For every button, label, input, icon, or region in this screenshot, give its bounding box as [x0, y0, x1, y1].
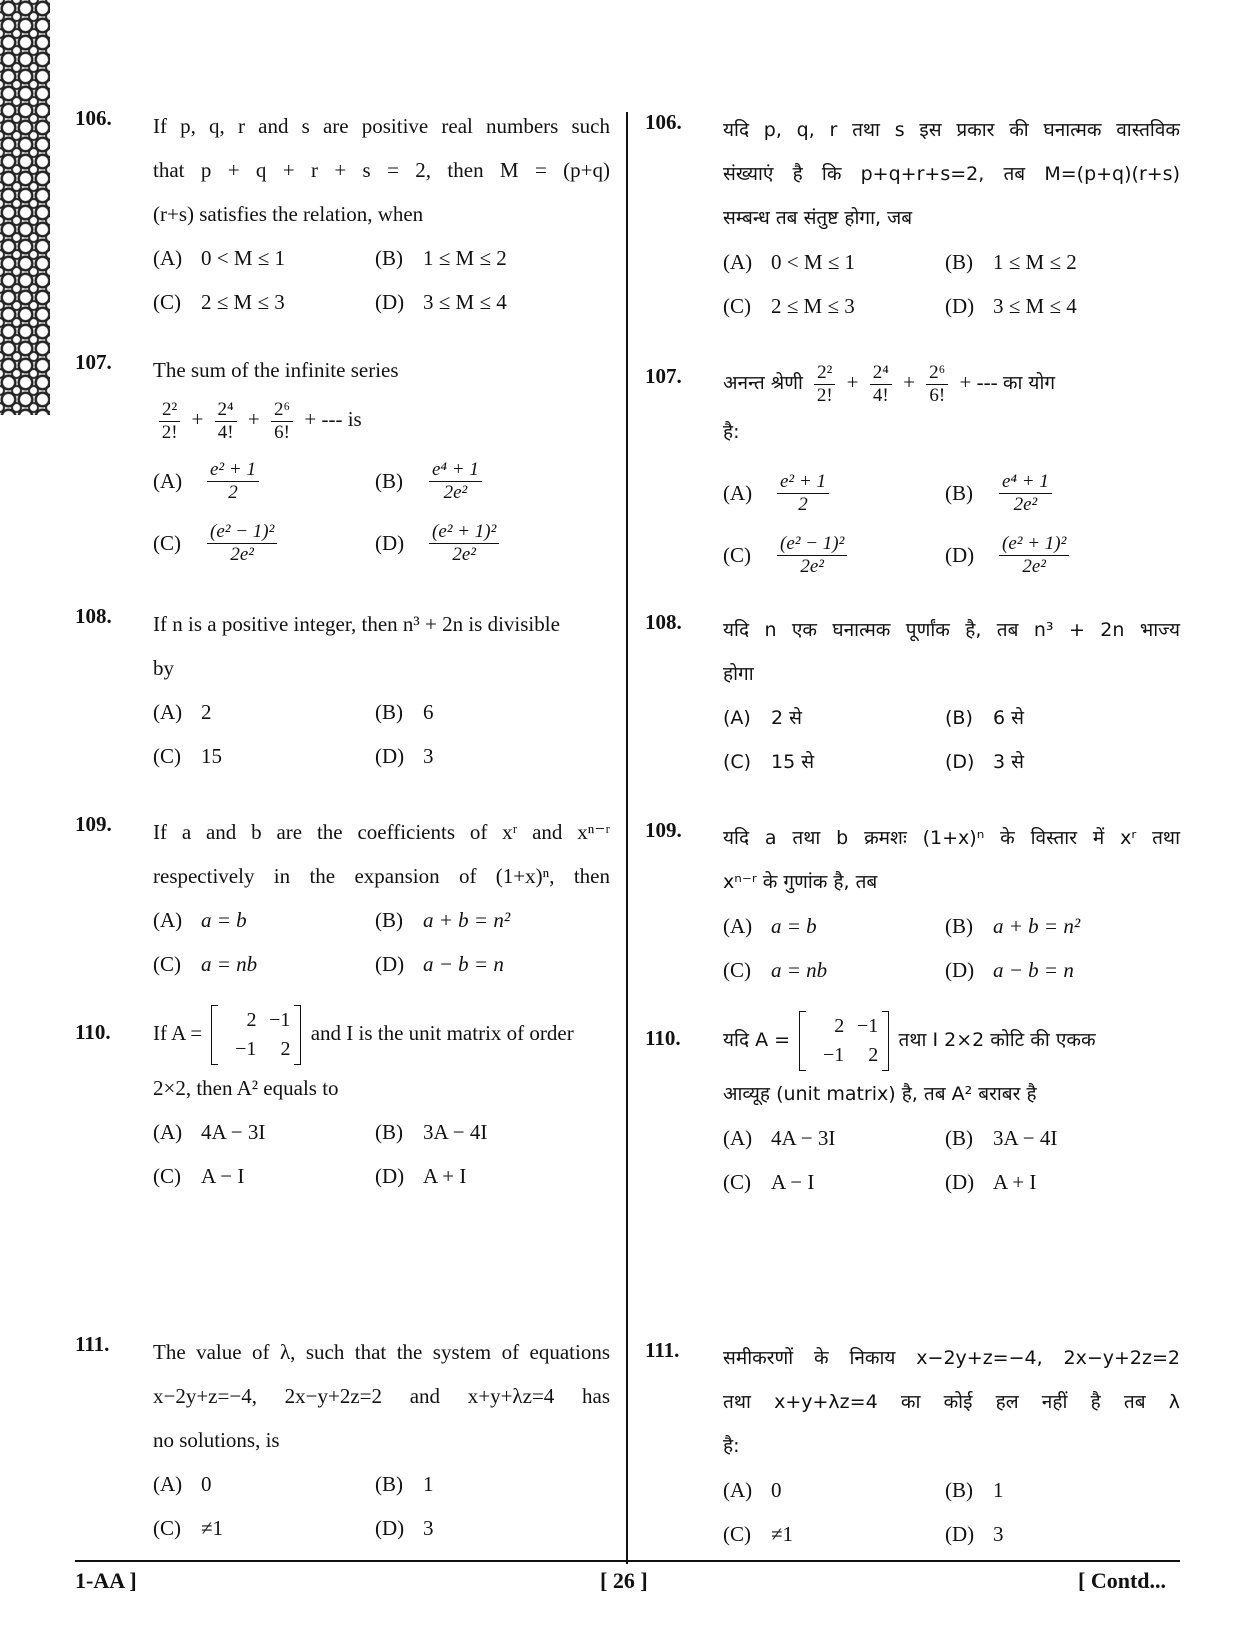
question-number: 107. [75, 350, 112, 374]
decorative-border-ornament [0, 0, 50, 415]
option-d: (D) A + I [375, 1164, 467, 1188]
option-d: (D) 3 ≤ M ≤ 4 [945, 294, 1077, 318]
question-text: यदि A = 2 −1 −1 2 तथा I 2×2 कोटि की एकक [723, 1006, 1180, 1072]
question-text: If n is a positive integer, then n³ + 2n is divisible [153, 612, 560, 636]
option-a: (A) a = b [153, 908, 247, 932]
option-c: (C) a = nb [153, 952, 258, 976]
option-d: (D) 3 से [945, 751, 1024, 773]
option-d: (D) 3 [945, 1522, 1004, 1546]
option-b: (B) 1 ≤ M ≤ 2 [945, 250, 1077, 274]
option-a: (A) $\frac{\text{e² + 1}}{2}$ [153, 450, 375, 512]
matrix-a: 2 −1 −1 2 [211, 1005, 301, 1065]
series-term: $\frac{\text{2⁶}}{6!}$ [271, 400, 293, 443]
question-text: If p, q, r and s are positive real numbers such [153, 114, 610, 138]
question-text: आव्यूह (unit matrix) है, तब A² बराबर है [723, 1083, 1037, 1105]
question-text: If a and b are the coefficients of xʳ and xⁿ⁻ʳ [153, 820, 610, 844]
question-text: by [153, 656, 174, 680]
question-number: 107. [645, 364, 682, 388]
question-number: 110. [645, 1026, 681, 1050]
option-b: (B) 1 [945, 1478, 1004, 1502]
option-c: (C) 15 [153, 744, 222, 768]
option-c: (C) 2 ≤ M ≤ 3 [723, 294, 855, 318]
option-d: (D) 3 ≤ M ≤ 4 [375, 290, 507, 314]
option-c: (C) ≠1 [723, 1522, 794, 1546]
option-b: (B) 6 से [945, 707, 1024, 729]
question-text: 2×2, then A² equals to [153, 1076, 339, 1100]
option-b: (B) 6 [375, 700, 434, 724]
option-d: (D) A + I [945, 1170, 1037, 1194]
question-number: 106. [645, 110, 682, 134]
question-text: x−2y+z=−4, 2x−y+2z=2 and x+y+λz=4 has [153, 1384, 610, 1408]
question-number: 108. [75, 604, 112, 628]
question-number: 110. [75, 1020, 111, 1044]
question-number: 109. [75, 812, 112, 836]
option-a: (A) 2 से [723, 707, 802, 729]
option-b: (B) a + b = n² [375, 908, 511, 932]
question-text: सम्बन्ध तब संतुष्ट होगा, जब [723, 207, 913, 229]
question-text: समीकरणों के निकाय x−2y+z=−4, 2x−y+2z=2 [723, 1347, 1180, 1369]
question-text: that p + q + r + s = 2, then M = (p+q) [153, 158, 610, 182]
option-c: (C) $\frac{\text{(e² − 1)²}}{\text{2e²}}$ [153, 512, 375, 574]
question-text: है: [723, 421, 740, 443]
footer-page-number: [ 26 ] [600, 1568, 648, 1593]
option-b: (B) a + b = n² [945, 914, 1081, 938]
series-expression: $\frac{\text{2²}}{2!}$ + $\frac{\text{2⁴}}{4!}$ + $\frac{\text{2⁶}}{6!}$ + --- is [153, 392, 610, 446]
footer-continued: [ Contd... [1078, 1568, 1167, 1593]
option-c: (C) $\frac{\text{(e² − 1)²}}{\text{2e²}}$ [723, 524, 945, 586]
question-number: 111. [75, 1332, 110, 1356]
option-c: (C) 2 ≤ M ≤ 3 [153, 290, 285, 314]
option-d: (D) a − b = n [945, 958, 1074, 982]
option-b: (B) 1 [375, 1472, 434, 1496]
question-text: (r+s) satisfies the relation, when [153, 202, 424, 226]
option-c: (C) ≠1 [153, 1516, 224, 1540]
question-text: respectively in the expansion of (1+x)ⁿ, then [153, 864, 610, 888]
option-a: (A) 0 < M ≤ 1 [723, 250, 856, 274]
question-number: 109. [645, 818, 682, 842]
option-c: (C) 15 से [723, 751, 815, 773]
question-number: 106. [75, 106, 112, 130]
option-b: (B) $\frac{\text{e⁴ + 1}}{\text{2e²}}$ [945, 462, 1180, 524]
question-number: 108. [645, 610, 682, 634]
option-a: (A) $\frac{\text{e² + 1}}{2}$ [723, 462, 945, 524]
question-text: है: [723, 1435, 740, 1457]
option-d: (D) 3 [375, 1516, 434, 1540]
question-text: The value of λ, such that the system of equations [153, 1340, 610, 1364]
question-text: तथा x+y+λz=4 का कोई हल नहीं है तब λ [723, 1391, 1180, 1413]
option-a: (A) 0 [153, 1472, 212, 1496]
question-number: 111. [645, 1338, 680, 1362]
option-b: (B) 1 ≤ M ≤ 2 [375, 246, 507, 270]
option-a: (A) 0 [723, 1478, 782, 1502]
option-a: (A) a = b [723, 914, 817, 938]
question-text: यदि p, q, r तथा s इस प्रकार की घनात्मक वास्तविक [723, 119, 1180, 141]
question-text: xⁿ⁻ʳ के गुणांक है, तब [723, 871, 878, 893]
option-d: (D) 3 [375, 744, 434, 768]
footer-rule [75, 1560, 1180, 1562]
question-text: होगा [723, 663, 754, 685]
series-term: $\frac{\text{2²}}{2!}$ [814, 363, 835, 406]
question-text: यदि a तथा b क्रमशः (1+x)ⁿ के विस्तार में xʳ तथा [723, 827, 1180, 849]
question-text: The sum of the infinite series [153, 358, 399, 382]
question-text: If A = 2 −1 −1 2 and I is the unit matrix of order [153, 1000, 610, 1066]
option-c: (C) a = nb [723, 958, 828, 982]
option-a: (A) 2 [153, 700, 212, 724]
option-a: (A) 4A − 3I [153, 1120, 266, 1144]
option-d: (D) a − b = n [375, 952, 504, 976]
question-text: संख्याएं है कि p+q+r+s=2, तब M=(p+q)(r+s) [723, 163, 1180, 185]
option-b: (B) 3A − 4I [945, 1126, 1058, 1150]
series-term: $\frac{\text{2⁴}}{4!}$ [870, 363, 892, 406]
series-expression: अनन्त श्रेणी $\frac{\text{2²}}{2!}$ + $\frac{\text{2⁴}}{4!}$ + $\frac{\text{2⁶}}{6!}$ + --- का योग [723, 361, 1056, 406]
option-b: (B) $\frac{\text{e⁴ + 1}}{\text{2e²}}$ [375, 450, 610, 512]
series-term: $\frac{\text{2⁴}}{4!}$ [215, 400, 237, 443]
series-term: $\frac{\text{2⁶}}{6!}$ [926, 363, 948, 406]
option-d: (D) $\frac{\text{(e² + 1)²}}{\text{2e²}}$ [945, 524, 1180, 586]
option-b: (B) 3A − 4I [375, 1120, 488, 1144]
matrix-a: 2 −1 −1 2 [799, 1011, 889, 1071]
series-term: $\frac{\text{2²}}{2!}$ [159, 400, 180, 443]
option-c: (C) A − I [723, 1170, 815, 1194]
footer-booklet-code: 1-AA ] [75, 1568, 137, 1593]
question-text: no solutions, is [153, 1428, 280, 1452]
question-text: यदि n एक घनात्मक पूर्णांक है, तब n³ + 2n भाज्य [723, 619, 1180, 641]
option-a: (A) 4A − 3I [723, 1126, 836, 1150]
option-d: (D) $\frac{\text{(e² + 1)²}}{\text{2e²}}$ [375, 512, 610, 574]
option-a: (A) 0 < M ≤ 1 [153, 246, 286, 270]
column-divider [626, 112, 628, 1564]
option-c: (C) A − I [153, 1164, 245, 1188]
